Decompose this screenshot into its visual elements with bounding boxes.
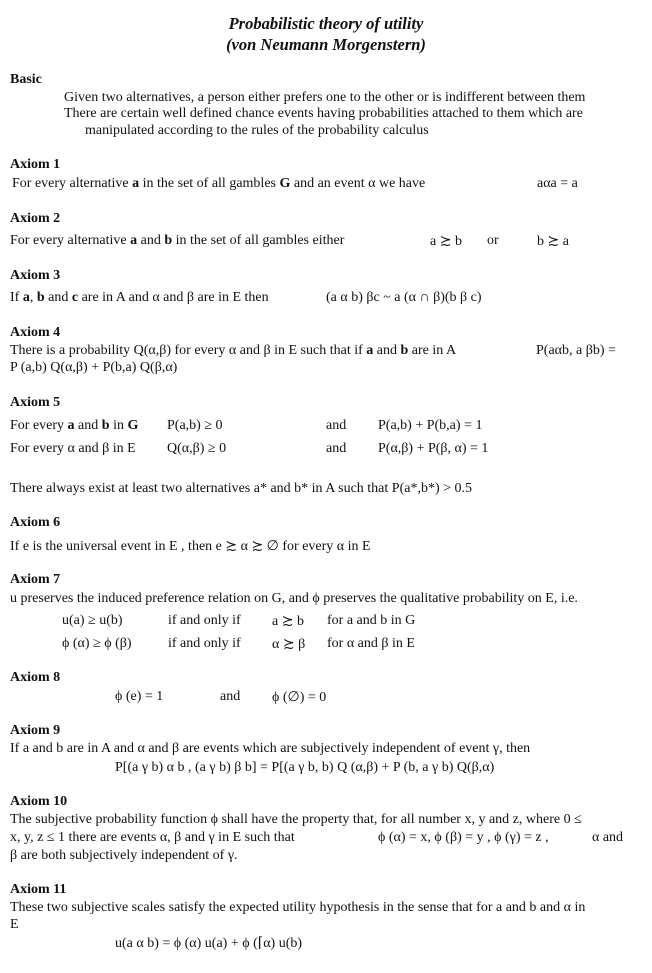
axiom-2-formula-2: b ≿ a	[537, 234, 569, 249]
axiom-9-text: If a and b are in A and α and β are events which are subjectively independent of event γ, then	[10, 741, 531, 756]
axiom-7-text: u preserves the induced preference relation on G, and ϕ preserves the qualitative probability on E, i.e.	[10, 591, 578, 606]
axiom-11-formula: u(a α b) = ϕ (α) u(a) + ϕ (⌈α) u(b)	[115, 936, 303, 951]
axiom-7-row-1-iff: if and only if	[168, 613, 241, 628]
axiom-5-row-1-formula-1: P(a,b) ≥ 0	[167, 418, 223, 433]
axiom-7-row-2-condition: for α and β in E	[327, 636, 415, 651]
axiom-3-formula: (a α b) βc ~ a (α ∩ β)(b β c)	[326, 290, 482, 305]
axiom-11-line-1: These two subjective scales satisfy the expected utility hypothesis in the sense that for a and b and α in	[10, 900, 586, 915]
axiom-8-formula-2: ϕ (∅) = 0	[272, 690, 327, 705]
axiom-7-row-2-iff: if and only if	[168, 636, 241, 651]
page-subtitle: (von Neumann Morgenstern)	[226, 35, 426, 54]
axiom-2-formula-1: a ≿ b	[430, 234, 462, 249]
axiom-6-heading: Axiom 6	[10, 515, 61, 530]
axiom-7-row-1-formula: u(a) ≥ u(b)	[62, 613, 123, 628]
axiom-7-heading: Axiom 7	[10, 572, 61, 587]
axiom-5-row-2-formula-1: Q(α,β) ≥ 0	[167, 441, 227, 456]
axiom-3-text: If a, b and c are in A and α and β are in E then	[10, 290, 269, 305]
axiom-9-formula: P[(a γ b) α b , (a γ b) β b] = P[(a γ b, b) Q (α,β) + P (b, a γ b) Q(β,α)	[115, 760, 495, 775]
axiom-5-row-1-and: and	[326, 418, 347, 433]
basic-line-1: Given two alternatives, a person either prefers one to the other or is indifferent between them	[64, 90, 586, 105]
axiom-8-and: and	[220, 689, 241, 704]
axiom-10-line-3: β are both subjectively independent of γ.	[10, 848, 238, 863]
axiom-1-text: For every alternative a in the set of all gambles G and an event α we have	[12, 176, 426, 191]
basic-line-3: manipulated according to the rules of the probability calculus	[85, 123, 429, 138]
axiom-5-heading: Axiom 5	[10, 395, 61, 410]
axiom-2-text: For every alternative a and b in the set of all gambles either	[10, 233, 345, 248]
basic-line-2: There are certain well defined chance events having probabilities attached to them which are	[64, 106, 583, 121]
basic-heading: Basic	[10, 72, 42, 87]
axiom-5-extra: There always exist at least two alternatives a* and b* in A such that P(a*,b*) > 0.5	[10, 481, 472, 496]
axiom-10-line-2a: x, y, z ≤ 1 there are events α, β and γ in E such that	[10, 830, 295, 845]
axiom-11-line-2: E	[10, 917, 19, 932]
axiom-5-row-2-label: For every α and β in E	[10, 441, 136, 456]
axiom-4-formula-2: P (a,b) Q(α,β) + P(b,a) Q(β,α)	[10, 360, 178, 375]
axiom-10-line-2c: α and	[592, 830, 624, 845]
axiom-2-heading: Axiom 2	[10, 211, 61, 226]
axiom-10-line-1: The subjective probability function ϕ shall have the property that, for all number x, y and z, where 0 ≤	[10, 812, 582, 827]
axiom-10-heading: Axiom 10	[10, 794, 68, 809]
axiom-4-heading: Axiom 4	[10, 325, 61, 340]
axiom-11-heading: Axiom 11	[10, 882, 67, 897]
axiom-7-row-2-relation: α ≿ β	[272, 637, 306, 652]
axiom-8-formula-1: ϕ (e) = 1	[115, 689, 164, 704]
axiom-9-heading: Axiom 9	[10, 723, 61, 738]
axiom-3-heading: Axiom 3	[10, 268, 61, 283]
axiom-5-row-1-formula-2: P(a,b) + P(b,a) = 1	[378, 418, 483, 433]
axiom-4-formula-1: P(aαb, a βb) =	[536, 343, 616, 358]
axiom-7-row-1-relation: a ≿ b	[272, 614, 304, 629]
axiom-7-row-2-formula: ϕ (α) ≥ ϕ (β)	[62, 636, 132, 651]
axiom-4-text: There is a probability Q(α,β) for every α and β in E such that if a and b are in A	[10, 343, 457, 358]
axiom-5-row-2-and: and	[326, 441, 347, 456]
axiom-1-formula: aαa = a	[537, 176, 578, 191]
axiom-2-or: or	[487, 233, 499, 248]
axiom-10-line-2b: ϕ (α) = x, ϕ (β) = y , ϕ (γ) = z ,	[378, 830, 549, 845]
axiom-5-row-1-label: For every a and b in G	[10, 418, 139, 433]
axiom-7-row-1-condition: for a and b in G	[327, 613, 416, 628]
axiom-1-heading: Axiom 1	[10, 157, 61, 172]
axiom-8-heading: Axiom 8	[10, 670, 61, 685]
axiom-5-row-2-formula-2: P(α,β) + P(β, α) = 1	[378, 441, 489, 456]
page-title: Probabilistic theory of utility	[228, 14, 424, 33]
axiom-6-text: If e is the universal event in E , then e ≿ α ≿ ∅ for every α in E	[10, 539, 371, 554]
